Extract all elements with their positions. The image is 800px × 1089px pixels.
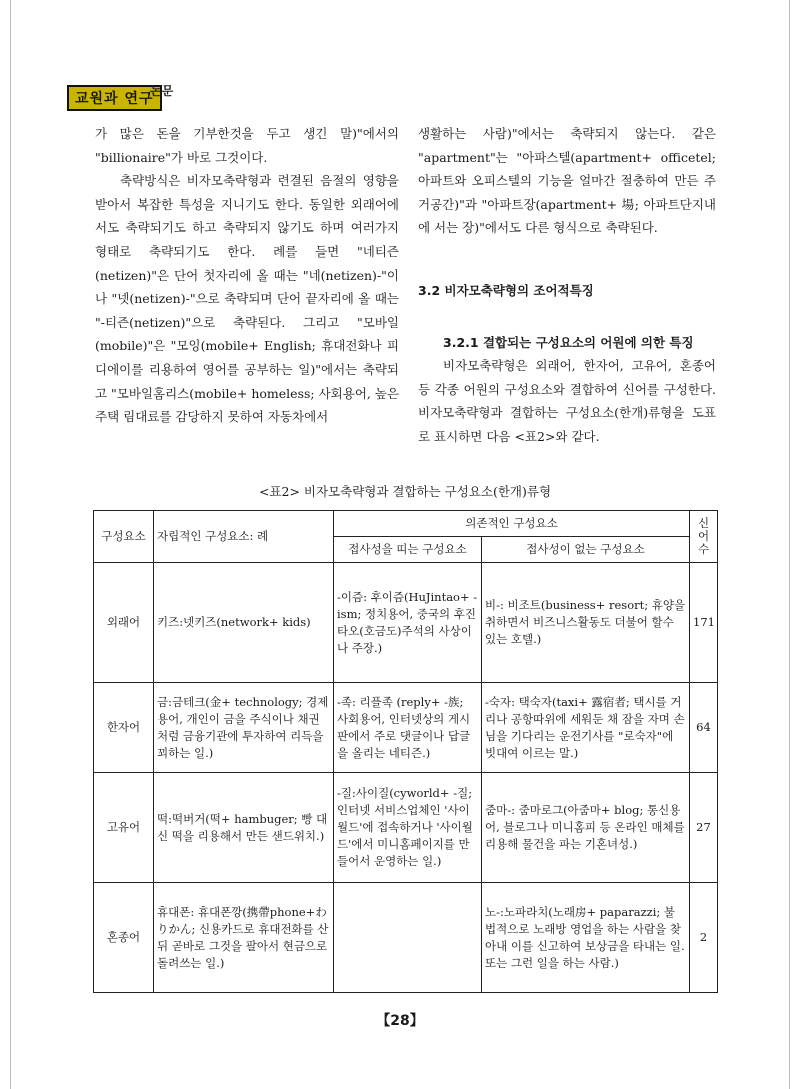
header-without-affix: 접사성이 없는 구성요소 — [482, 537, 690, 563]
right-column — [418, 122, 716, 449]
header-count — [690, 511, 718, 563]
left-paragraph-1: 가 많은 돈을 기부한것을 두고 생긴 말)"에서의 "billionaire"가 바로 그것이다. — [95, 126, 399, 165]
cell-count: 27 — [690, 773, 718, 883]
header-component: 구성요소 — [94, 511, 154, 563]
cell-with-affix: -이즘: 후이즘(HuJintao+ -ism; 정치용어, 중국의 후진타오(호금도)주석의 사상이나 주장.) — [334, 563, 482, 683]
cell-independent: 휴대폰: 휴대폰깡(携帶phone+わりかん; 신용카드로 휴대전화를 산뒤 곧바로 그것을 팔아서 현금으로 돌려쓰는 일.) — [154, 883, 334, 993]
cell-without-affix: 비-: 비조트(business+ resort; 휴양을 취하면서 비즈니스활동도 더불어 할수 있는 호텔.) — [482, 563, 690, 683]
cell-independent: 키즈:넷키즈(network+ kids) — [154, 563, 334, 683]
table-caption: <표2> 비자모축략형과 결합하는 구성요소(한개)류형 — [258, 484, 552, 499]
right-paragraph-2: 비자모축략형은 외래어, 한자어, 고유어, 혼종어 등 각종 어원의 구성요소와 결합하여 신어를 구성한다. 비자모축략형과 결합하는 구성요소(한개)류형을 도표로 표시하면 다음 <표2>와 같다. — [418, 358, 716, 444]
table-row — [94, 563, 718, 683]
row-origin: 혼종어 — [94, 883, 154, 993]
cell-without-affix: -숙자: 택숙자(taxi+ 露宿者; 택시를 거리나 공항따위에 세워둔 채 잠을 자며 손님을 기다리는 운전기사를 "로숙자"에 빗대여 이르는 말.) — [482, 683, 690, 773]
spacer — [418, 240, 716, 279]
left-paragraph-2: 축략방식은 비자모축략형과 련결된 음절의 영향을 받아서 복잡한 특성을 지니기도 한다. 동일한 외래어에서도 축략되기도 하고 축략되지 않기도 하며 여러가지 형태로 축략되기도 한다. 례를 들면 "네티즌(netizen)"은 단어 첫자리에 올 때는 "네(netizen)-"이나 "넷(netizen)-"으로 축략되며 단어 끝자리에 올 때는 "-티즌(netizen)"으로 축략된다. 그리고 "모바일(mobile)"은 "모잉(mobile+ English; 휴대전화나 피디에이를 리용하여 영어를 공부하는 일)"에서는 축략되고 "모바일홈리스(mobile+ homeless; 사회용어, 높은 주택 림대료를 감당하지 못하여 자동차에서 — [95, 173, 399, 425]
cell-with-affix — [334, 883, 482, 993]
cell-count: 64 — [690, 683, 718, 773]
cell-count: 171 — [690, 563, 718, 683]
table-row — [94, 883, 718, 993]
cell-with-affix: -족: 리플족 (reply+ -族; 사회용어, 인터넷상의 게시판에서 주로 댓글이나 답글을 올리는 네티즌.) — [334, 683, 482, 773]
page-number: 【28】 — [376, 1013, 424, 1029]
cell-with-affix: -질:사이질(cyworld+ -질; 인터넷 서비스업체인 '사이월드'에 접속하거나 '사이월드'에서 미니홈페이지를 만들어서 운영하는 일.) — [334, 773, 482, 883]
header-independent: 자립적인 구성요소: 례 — [154, 511, 334, 563]
section-mark: 논문 — [150, 84, 174, 98]
cell-independent: 떡:떡버거(떡+ hambuger; 빵 대신 떡을 리용해서 만든 샌드위치.) — [154, 773, 334, 883]
cell-independent: 금:금테크(金+ technology; 경제용어, 개인이 금을 주식이나 채권처럼 금융기관에 투자하여 리득을 꾀하는 일.) — [154, 683, 334, 773]
header-count-text: 신 어 수 — [697, 516, 710, 556]
row-origin: 한자어 — [94, 683, 154, 773]
cell-count: 2 — [690, 883, 718, 993]
subsection-title: 3.2.1 결합되는 구성요소의 어원에 의한 특징 — [443, 334, 694, 350]
cell-without-affix: 노-:노파라치(노래房+ paparazzi; 불법적으로 노래방 영업을 하는 사람을 찾아내 이를 신고하여 보상금을 타내는 일. 또는 그런 일을 하는 사람.) — [482, 883, 690, 993]
left-column — [95, 122, 399, 429]
row-origin: 고유어 — [94, 773, 154, 883]
table-row — [94, 683, 718, 773]
spacer — [418, 303, 716, 331]
row-origin: 외래어 — [94, 563, 154, 683]
header-dependent: 의존적인 구성요소 — [334, 511, 690, 537]
header-with-affix: 접사성을 띠는 구성요소 — [334, 537, 482, 563]
section-badge: 교원과 연구 — [67, 85, 162, 111]
cell-without-affix: 줌마-: 줌마로그(아줌마+ blog; 통신용어, 블로그나 미니홈피 등 온라인 매체를 리용해 물건을 파는 기혼녀성.) — [482, 773, 690, 883]
right-paragraph-1: 생활하는 사람)"에서는 축략되지 않는다. 같은 "apartment"는 "아파스텔(apartment+ officetel; 아파트와 오피스텔의 기능을 얼마간 절충하여 만든 주거공간)"과 "아파트장(apartment+ 場; 아파트단지내에 서는 장)"에서도 다른 형식으로 축략된다. — [418, 126, 716, 236]
table-row — [94, 773, 718, 883]
component-type-table — [93, 510, 718, 993]
section-title: 3.2 비자모축략형의 조어적특징 — [418, 282, 594, 298]
